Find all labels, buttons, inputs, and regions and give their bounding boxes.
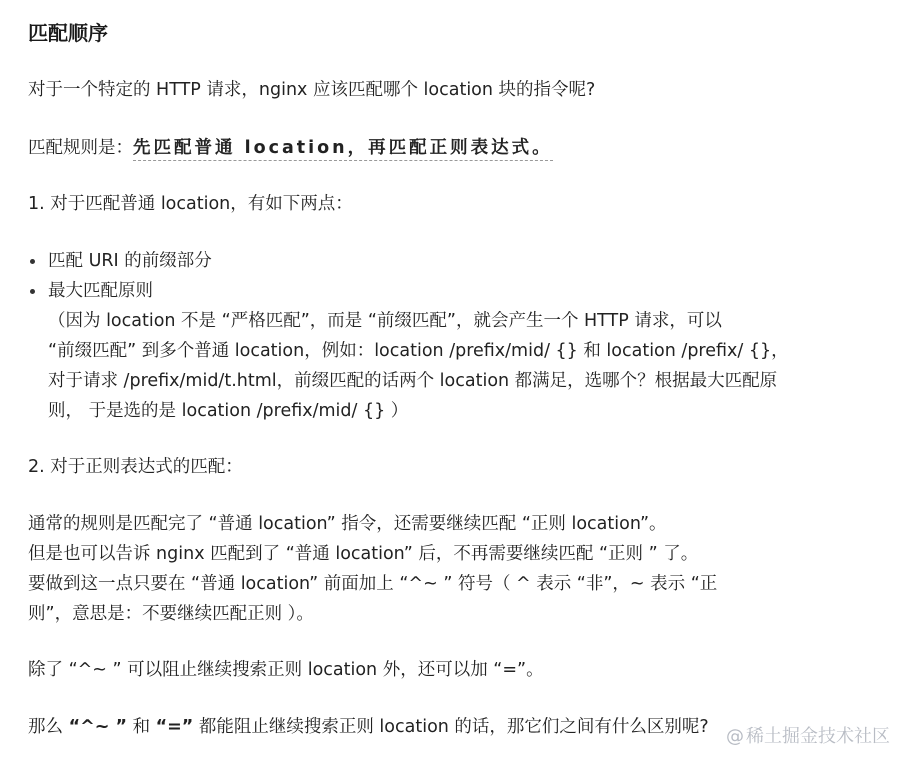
- watermark-at-icon: @: [726, 726, 744, 747]
- paragraph-3-symbol-caret: “^~ ”: [68, 717, 127, 737]
- watermark-text: 稀土掘金技术社区: [746, 726, 890, 747]
- match-rule-emphasis: 先匹配普通 location，再匹配正则表达式。: [133, 138, 553, 161]
- bullet-item-1: [28, 246, 628, 276]
- section-2-heading: 2. 对于正则表达式的匹配：: [28, 457, 243, 477]
- bullet-item-2: [28, 276, 628, 306]
- section-1-heading: 1. 对于匹配普通 location，有如下两点：: [28, 194, 353, 214]
- paragraph-3-prefix: 那么: [28, 717, 69, 737]
- paragraph-line: 要做到这一点只要在 “普通 location” 前面加上 “^~ ” 符号（ ^ 表示 “非”，~ 表示 “正: [28, 574, 718, 594]
- bullet-dot-icon: [30, 259, 35, 264]
- paragraph-2: 除了 “^~ ” 可以阻止继续搜索正则 location 外，还可以加 “=”。: [28, 660, 544, 680]
- paragraph-3-mid: 和: [127, 717, 156, 737]
- paragraph-line: 则”，意思是：不要继续匹配正则 ）。: [28, 604, 314, 624]
- paragraph-line: 通常的规则是匹配完了 “普通 location” 指令，还需要继续匹配 “正则 location”。: [28, 514, 667, 534]
- bullet-item-text: 最大匹配原则: [48, 281, 153, 301]
- paragraph-3: [28, 712, 709, 742]
- paragraph-3-suffix: 都能阻止继续搜索正则 location 的话，那它们之间有什么区别呢?: [193, 717, 709, 737]
- match-rule-prefix: 匹配规则是：: [28, 138, 133, 158]
- explanation-line: 对于请求 /prefix/mid/t.html，前缀匹配的话两个 location 都满足，选哪个？根据最大匹配原: [48, 371, 778, 391]
- bullet-dot-icon: [30, 289, 35, 294]
- explanation-line: “前缀匹配” 到多个普通 location，例如：location /prefix/mid/ {} 和 location /prefix/ {}，: [48, 341, 789, 361]
- bullet-item-text: 匹配 URI 的前缀部分: [48, 251, 212, 271]
- match-rule: [28, 133, 553, 163]
- section-title: 匹配顺序: [28, 21, 108, 45]
- paragraph-line: 但是也可以告诉 nginx 匹配到了 “普通 location” 后，不再需要继续匹配 “正则 ” 了。: [28, 544, 699, 564]
- watermark: [726, 722, 890, 748]
- explanation-line: （因为 location 不是 “严格匹配”，而是 “前缀匹配”，就会产生一个 HTTP 请求，可以: [48, 311, 722, 331]
- explanation-line: 则， 于是选的是 location /prefix/mid/ {} ）: [48, 401, 409, 421]
- paragraph-3-symbol-equals: “=”: [155, 717, 194, 737]
- intro-question: 对于一个特定的 HTTP 请求，nginx 应该匹配哪个 location 块的指令呢?: [28, 80, 596, 100]
